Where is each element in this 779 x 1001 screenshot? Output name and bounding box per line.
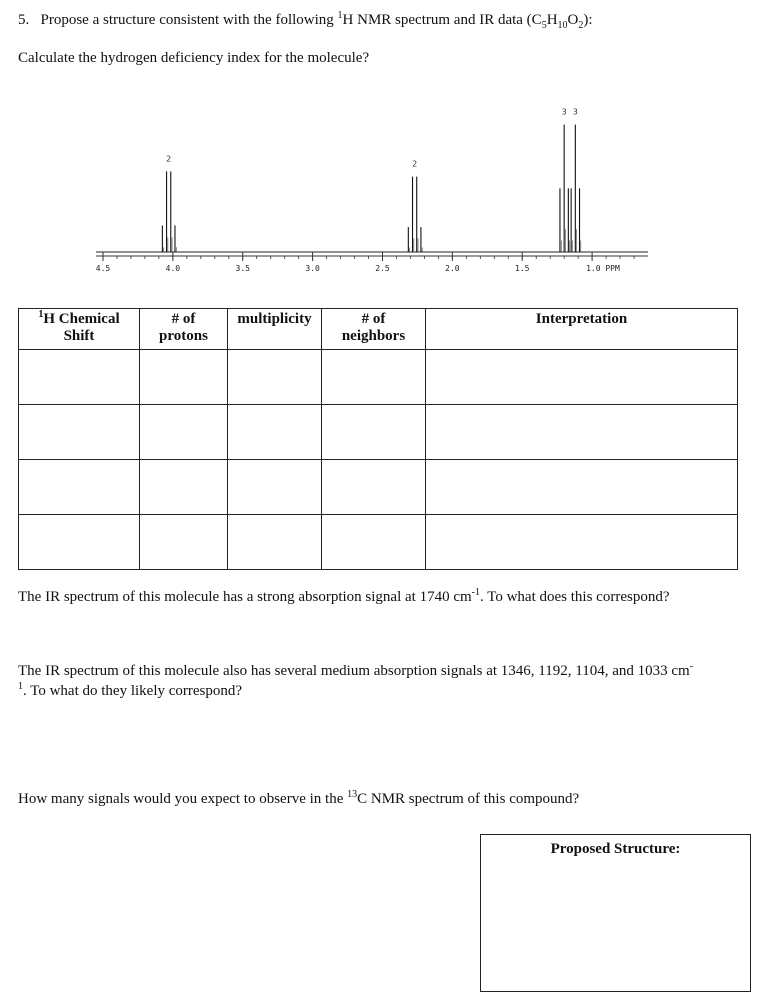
cell-protons[interactable] bbox=[140, 460, 228, 515]
question-text bbox=[18, 12, 593, 29]
tick-label: 4.0 bbox=[165, 264, 181, 273]
table-row bbox=[19, 460, 738, 515]
nmr-spectrum bbox=[92, 96, 652, 286]
oxygen-count: 2 bbox=[578, 20, 584, 31]
ir-question-2-line2 bbox=[18, 683, 242, 700]
header-interpretation bbox=[426, 309, 738, 350]
prompt-mid: H NMR spectrum and IR data (C bbox=[342, 12, 542, 28]
cell-interpretation[interactable] bbox=[426, 350, 738, 405]
ir-question-1 bbox=[18, 589, 669, 606]
integration-label: 3 bbox=[572, 107, 578, 117]
cell-interpretation[interactable] bbox=[426, 405, 738, 460]
tick-label: 2.5 bbox=[375, 264, 390, 273]
table-row bbox=[19, 405, 738, 460]
header-multiplicity bbox=[228, 309, 322, 350]
cell-shift[interactable] bbox=[19, 460, 140, 515]
table-row bbox=[19, 515, 738, 570]
ir-q1-sup: -1 bbox=[471, 587, 480, 598]
nmr-table bbox=[18, 308, 738, 570]
cell-multiplicity[interactable] bbox=[228, 515, 322, 570]
table-row bbox=[19, 350, 738, 405]
prompt-pre: Propose a structure consistent with the following bbox=[40, 12, 338, 28]
ir-q1-text: The IR spectrum of this molecule has a strong absorption signal at 1740 cm bbox=[18, 589, 472, 605]
integration-label: 3 bbox=[561, 107, 567, 117]
cell-protons[interactable] bbox=[140, 350, 228, 405]
cell-shift[interactable] bbox=[19, 405, 140, 460]
header-num-neighbors bbox=[322, 309, 426, 350]
proposed-structure-box[interactable] bbox=[480, 834, 751, 992]
cell-interpretation[interactable] bbox=[426, 515, 738, 570]
carbon-count: 5 bbox=[541, 20, 547, 31]
prompt-post: ): bbox=[583, 12, 593, 28]
hydrogen-label: H bbox=[546, 12, 558, 28]
cell-shift[interactable] bbox=[19, 350, 140, 405]
c13-text: How many signals would you expect to observe in the bbox=[18, 791, 348, 807]
hdi-question: Calculate the hydrogen deficiency index for the molecule? bbox=[18, 50, 370, 66]
tick-label: 3.5 bbox=[235, 264, 250, 273]
ir-q2-post: . To what do they likely correspond? bbox=[23, 683, 243, 699]
oxygen-label: O bbox=[567, 12, 579, 28]
tick-label: 2.0 bbox=[445, 264, 460, 273]
header-line2: protons bbox=[159, 328, 208, 344]
cell-multiplicity[interactable] bbox=[228, 405, 322, 460]
tick-label: 3.0 bbox=[305, 264, 320, 273]
integration-label: 2 bbox=[166, 154, 172, 164]
cell-multiplicity[interactable] bbox=[228, 350, 322, 405]
header-sup: 1 bbox=[38, 309, 44, 320]
header-line1: # of bbox=[361, 311, 386, 327]
ir-q1-post: . To what does this correspond? bbox=[480, 589, 670, 605]
hydrogen-count: 10 bbox=[557, 20, 568, 31]
ir-q2-sup-b: 1 bbox=[18, 681, 23, 692]
cell-protons[interactable] bbox=[140, 515, 228, 570]
cell-neighbors[interactable] bbox=[322, 460, 426, 515]
cell-neighbors[interactable] bbox=[322, 350, 426, 405]
integration-label: 2 bbox=[412, 159, 418, 169]
c13-question bbox=[18, 791, 579, 808]
cell-multiplicity[interactable] bbox=[228, 460, 322, 515]
header-line1: H Chemical bbox=[43, 311, 120, 327]
header-line2: Shift bbox=[63, 328, 95, 344]
c13-post: C NMR spectrum of this compound? bbox=[357, 791, 580, 807]
tick-label: 4.5 bbox=[95, 264, 111, 273]
c13-sup: 13 bbox=[347, 789, 358, 800]
prompt-sup: 1 bbox=[337, 10, 343, 21]
header-chemical-shift bbox=[19, 309, 140, 350]
tick-label: 1.0 PPM bbox=[586, 264, 620, 273]
ir-question-2-line1 bbox=[18, 663, 693, 680]
header-line1: multiplicity bbox=[237, 311, 312, 327]
cell-neighbors[interactable] bbox=[322, 515, 426, 570]
cell-neighbors[interactable] bbox=[322, 405, 426, 460]
question-number: 5. bbox=[18, 12, 30, 28]
header-num-protons bbox=[140, 309, 228, 350]
tick-label: 1.5 bbox=[515, 264, 530, 273]
header-line2: neighbors bbox=[341, 328, 406, 344]
cell-interpretation[interactable] bbox=[426, 460, 738, 515]
header-line1: # of bbox=[171, 311, 196, 327]
ir-q2-text: The IR spectrum of this molecule also has several medium absorption signals at 1346, 1192, 1104, and 1033 cm bbox=[18, 663, 690, 679]
cell-shift[interactable] bbox=[19, 515, 140, 570]
cell-protons[interactable] bbox=[140, 405, 228, 460]
ir-q2-sup: - bbox=[689, 661, 694, 672]
table-header-row bbox=[19, 309, 738, 350]
proposed-structure-title: Proposed Structure: bbox=[550, 841, 681, 857]
header-line1: Interpretation bbox=[535, 311, 628, 327]
